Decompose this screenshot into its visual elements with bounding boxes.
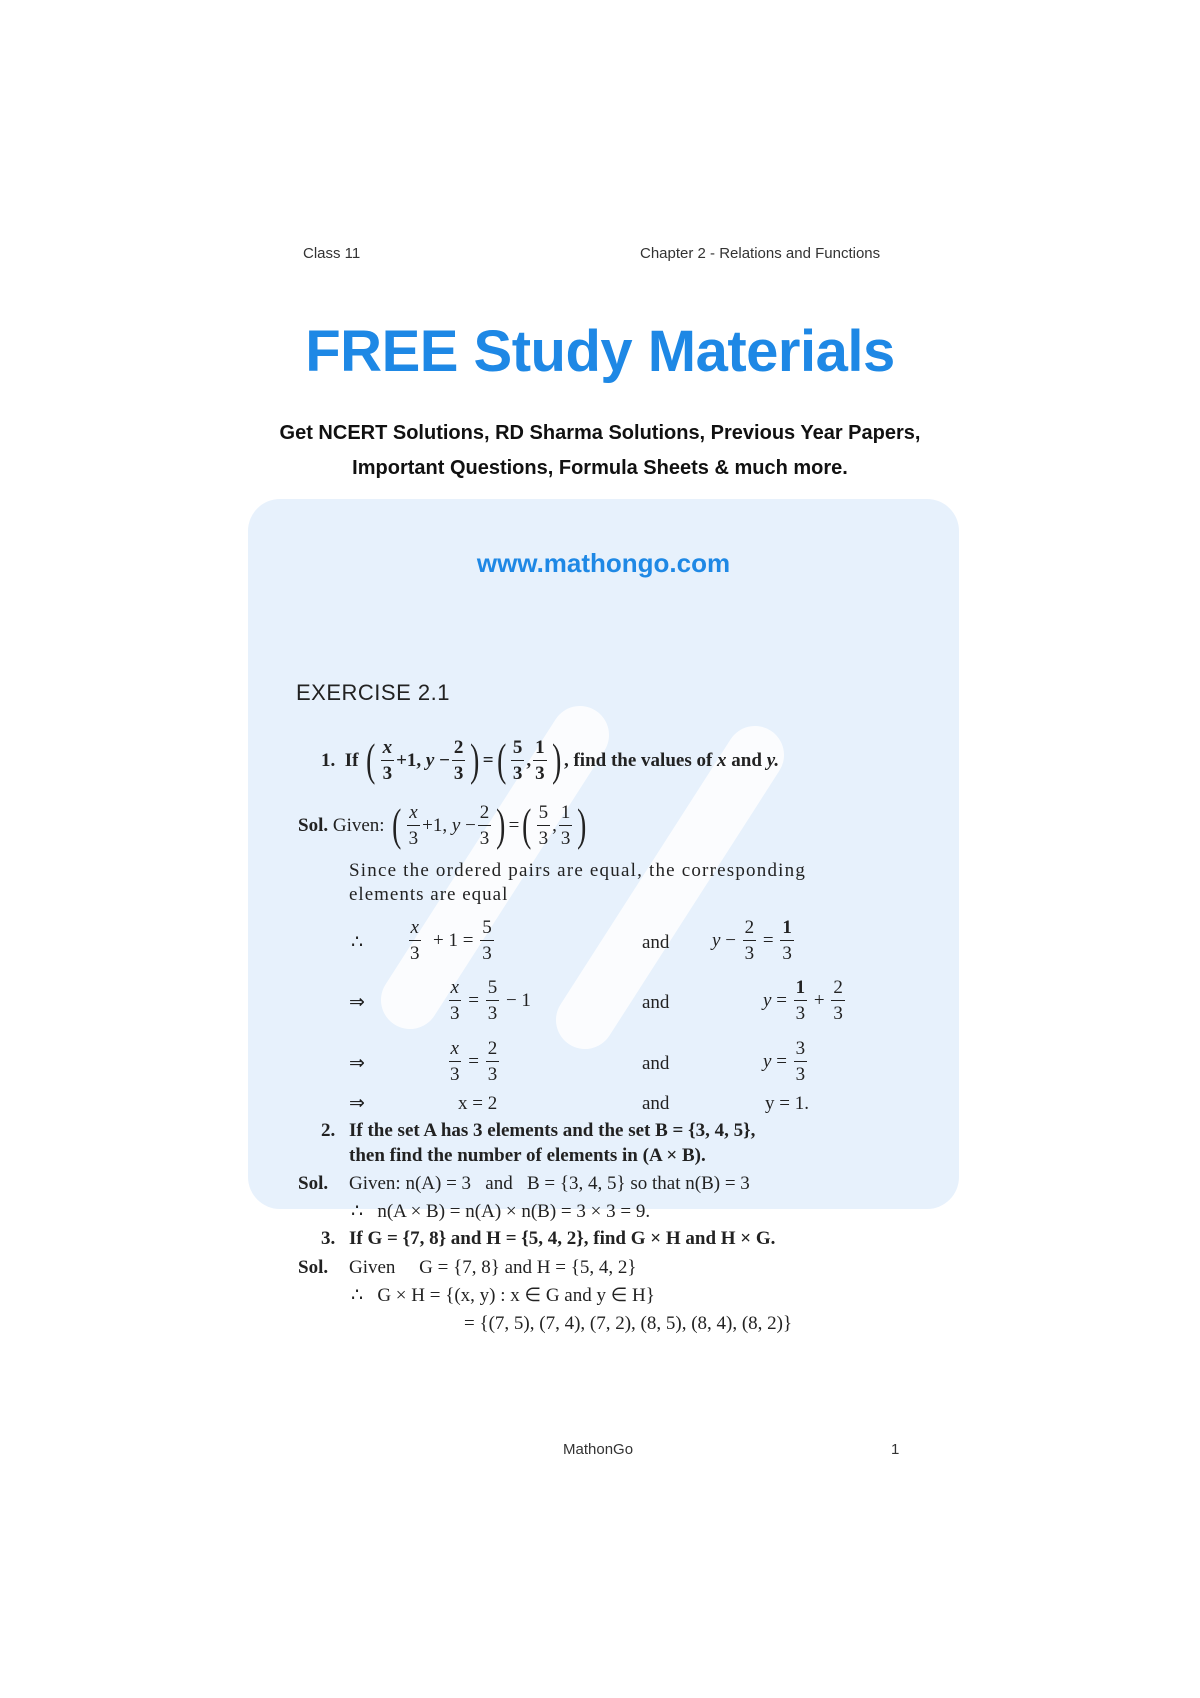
eq2-and: and: [642, 992, 670, 1013]
q1-y: y.: [766, 749, 780, 771]
sol1-label: Sol.: [298, 814, 329, 836]
eq4-left: x = 2: [458, 1093, 498, 1114]
q3-number: 3.: [321, 1228, 336, 1249]
eq3-and: and: [642, 1053, 670, 1074]
question-1: 1. If ( $\frac{x}{3}$ +1, y − $\frac{2}{3}$ ) = ( $\frac{5}{3}$ , $\frac{1}{3}$ ) , find the values of x and y.: [321, 733, 780, 785]
implies-symbol-1: ⇒: [349, 992, 365, 1013]
eq1-right: y − $\frac{2}{3}$ = $\frac{1}{3}$: [712, 916, 792, 964]
q2-line-2: then find the number of elements in (A × B).: [349, 1145, 706, 1166]
header-chapter: Chapter 2 - Relations and Functions: [640, 245, 881, 262]
sol2-line-1: Given: n(A) = 3 and B = {3, 4, 5} so that n(B) = 3: [349, 1173, 750, 1194]
header-class: Class 11: [303, 245, 361, 262]
sol3-line-2: ∴ G × H = {(x, y) : x ∈ G and y ∈ H}: [351, 1285, 655, 1306]
q1-and: and: [731, 749, 762, 771]
eq4-and: and: [642, 1093, 670, 1114]
eq2-right: y = $\frac{1}{3}$ + $\frac{2}{3}$: [763, 976, 843, 1024]
sol1-text-2: elements are equal: [349, 884, 509, 905]
sol1-given: Given:: [332, 814, 385, 836]
q2-line-1: If the set A has 3 elements and the set B = {3, 4, 5},: [349, 1120, 756, 1141]
q1-x: x: [717, 749, 727, 771]
eq1-left: $\frac{x}{3}$ + 1 = $\frac{5}{3}$: [410, 916, 492, 964]
promo-line-2: Important Questions, Formula Sheets & much more.: [352, 457, 848, 479]
therefore-symbol: ∴: [351, 932, 364, 953]
eq2-left: $\frac{x}{3}$ = $\frac{5}{3}$ − 1: [450, 976, 531, 1024]
promo-line-1: Get NCERT Solutions, RD Sharma Solutions, Previous Year Papers,: [279, 422, 921, 444]
sol3-label: Sol.: [298, 1257, 329, 1278]
eq3-left: $\frac{x}{3}$ = $\frac{2}{3}$: [450, 1037, 498, 1085]
footer-page-number: 1: [891, 1441, 900, 1458]
sol2-label: Sol.: [298, 1173, 329, 1194]
q3-text: If G = {7, 8} and H = {5, 4, 2}, find G × H and H × G.: [349, 1228, 776, 1249]
promo-title: FREE Study Materials: [305, 319, 895, 384]
sol3-line-1: Given G = {7, 8} and H = {5, 4, 2}: [349, 1257, 637, 1278]
q2-number: 2.: [321, 1120, 336, 1141]
sol2-line-2: ∴ n(A × B) = n(A) × n(B) = 3 × 3 = 9.: [351, 1201, 651, 1222]
eq1-and: and: [642, 932, 670, 953]
eq3-right: y = $\frac{3}{3}$: [763, 1037, 806, 1085]
implies-symbol-3: ⇒: [349, 1093, 365, 1114]
q1-tail: , find the values of: [563, 749, 713, 771]
q1-number: 1.: [321, 749, 336, 771]
implies-symbol-2: ⇒: [349, 1053, 365, 1074]
sol3-line-3: = {(7, 5), (7, 4), (7, 2), (8, 5), (8, 4), (8, 2)}: [464, 1313, 793, 1334]
exercise-title: EXERCISE 2.1: [296, 680, 450, 705]
footer-brand: MathonGo: [563, 1441, 634, 1458]
q1-if: If: [344, 749, 359, 771]
eq4-right: y = 1.: [765, 1093, 809, 1114]
sol1-text-1: Since the ordered pairs are equal, the corresponding: [349, 860, 807, 881]
promo-url-link[interactable]: www.mathongo.com: [476, 548, 731, 578]
solution-1-given: Sol. Given: ( $\frac{x}{3}$ +1, y − $\frac{2}{3}$ ) = ( $\frac{5}{3}$ , $\frac{1}{3}$ ): [298, 798, 587, 850]
